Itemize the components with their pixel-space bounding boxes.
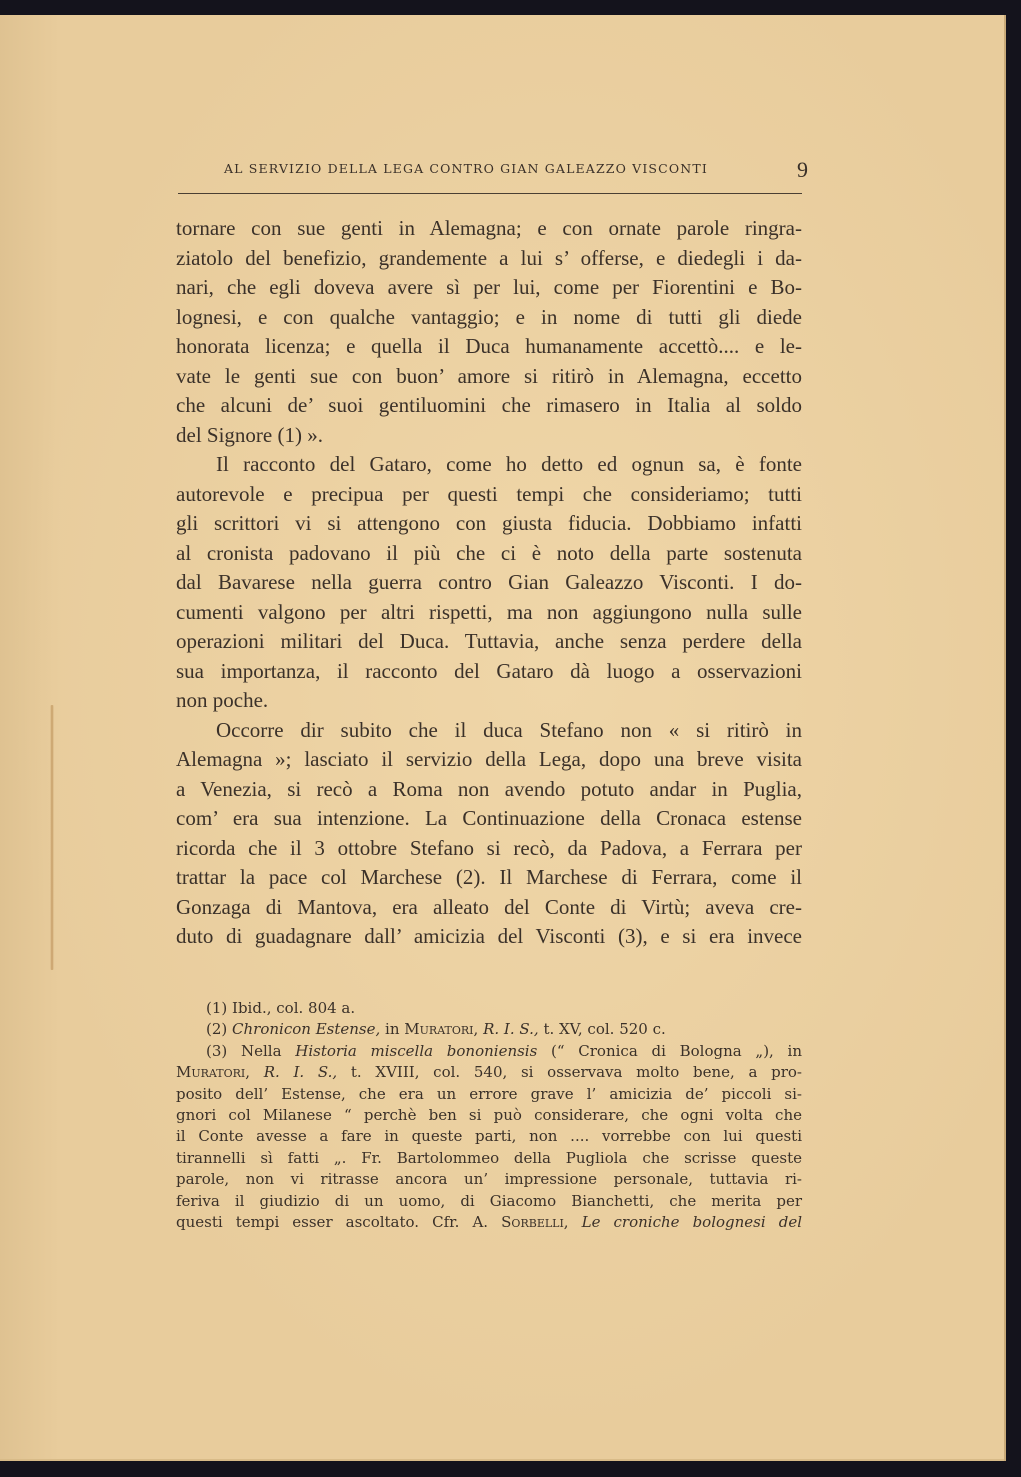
book-page	[0, 15, 1006, 1461]
text-line: ricorda che il 3 ottobre Stefano si recò, da Padova, a Ferrara per	[176, 835, 802, 860]
footnote-3-line: feriva il giudizio di un uomo, di Giacomo Bianchetti, che merita per	[176, 1191, 802, 1210]
footnote-3-line	[176, 1212, 802, 1233]
footnote-1	[176, 998, 802, 1019]
text-line: autorevole e precipua per questi tempi che consideriamo; tutti	[176, 481, 802, 506]
cited-author: Muratori,	[404, 1020, 479, 1039]
cited-title: Le croniche bolognesi del	[581, 1212, 802, 1231]
text-line: tornare con sue genti in Alemagna; e con ornate parole ringra-	[176, 216, 802, 240]
footnote-3-line	[176, 1062, 802, 1083]
body-text	[176, 214, 802, 952]
text-line: a Venezia, si recò a Roma non avendo potuto andar in Puglia,	[176, 776, 802, 801]
footnote-text: Nella	[240, 1041, 282, 1060]
text-line: dal Bavarese nella guerra contro Gian Galeazzo Visconti. I do-	[176, 570, 802, 594]
cited-author: Muratori,	[176, 1063, 251, 1082]
footnote-text: questi tempi esser ascoltato. Cfr. A.	[176, 1212, 489, 1231]
page-header	[178, 146, 808, 186]
text-line: al cronista padovano il più che ci è noto della parte sostenuta	[176, 540, 802, 565]
text-line: ziatolo del benefizio, grandemente a lui s’ offerse, e diedegli i da-	[176, 245, 802, 270]
cited-title: Chronicon Estense,	[232, 1020, 381, 1039]
cited-series: R. I. S.,	[263, 1063, 338, 1082]
cited-author: Sorbelli,	[501, 1212, 569, 1231]
text-line: operazioni militari del Duca. Tuttavia, anche senza perdere della	[176, 629, 802, 653]
footnotes	[176, 998, 802, 1233]
text-line: Il racconto del Gataro, come ho detto ed ognun sa, è fonte	[216, 452, 802, 476]
page-number: 9	[797, 157, 808, 182]
footnote-text: Ibid., col. 804 a.	[232, 999, 356, 1017]
footnote-mark: (1)	[206, 999, 228, 1017]
footnote-3	[176, 1041, 802, 1062]
footnote-3-line: gnori col Milanese “ perchè ben si può considerare, che ogni volta che	[176, 1105, 802, 1124]
text-line: com’ era sua intenzione. La Continuazione della Cronaca estense	[176, 806, 802, 830]
text-line: lognesi, e con qualche vantaggio; e in nome di tutti gli diede	[176, 304, 802, 329]
text-line: cumenti valgono per altri rispetti, ma non aggiungono nulla sulle	[176, 599, 802, 624]
text-line: non poche.	[176, 688, 269, 712]
running-title: AL SERVIZIO DELLA LEGA CONTRO GIAN GALEAZZO VISCONTI	[224, 161, 708, 176]
text-line: sua importanza, il racconto del Gataro dà luogo a osservazioni	[176, 658, 802, 683]
footnote-text: t. XVIII, col. 540, si osservava molto bene, a pro-	[350, 1063, 803, 1082]
text-line: Gonzaga di Mantova, era alleato del Conte di Virtù; aveva cre-	[176, 894, 802, 919]
footnote-mark: (3)	[206, 1041, 228, 1060]
text-line: nari, che egli doveva avere sì per lui, come per Fiorentini e Bo-	[176, 275, 802, 299]
footnote-text: (“ Cronica di Bologna „), in	[551, 1041, 802, 1060]
cited-title: Historia miscella bononiensis	[295, 1041, 538, 1060]
text-line: Alemagna »; lasciato il servizio della Lega, dopo una breve visita	[176, 747, 802, 771]
footnote-3-line: tirannelli sì fatti „. Fr. Bartolommeo della Pugliola che scrisse queste	[176, 1148, 802, 1167]
footnote-mark: (2)	[206, 1020, 228, 1039]
text-line: del Signore (1) ».	[176, 422, 323, 447]
binding-stain	[50, 705, 54, 970]
footnote-3-line: posito dell’ Estense, che era un errore grave l’ amicizia de’ piccoli si-	[176, 1084, 802, 1103]
text-line: che alcuni de’ suoi gentiluomini che rimasero in Italia al soldo	[176, 393, 802, 417]
footnote-text: in	[385, 1020, 400, 1039]
text-line: Occorre dir subito che il duca Stefano non « si ritirò in	[216, 717, 802, 742]
header-rule	[178, 193, 802, 194]
text-line: duto di guadagnare dall’ amicizia del Visconti (3), e si era invece	[176, 924, 802, 948]
footnote-text: t. XV, col. 520 c.	[543, 1020, 666, 1039]
footnote-3-line: il Conte avesse a fare in queste parti, non .... vorrebbe con lui questi	[176, 1127, 802, 1146]
footnote-2	[176, 1019, 802, 1040]
cited-series: R. I. S.,	[483, 1020, 539, 1039]
footnote-3-line: parole, non vi ritrasse ancora un’ impressione personale, tuttavia ri-	[176, 1170, 802, 1189]
text-line: honorata licenza; e quella il Duca humanamente accettò.... e le-	[176, 334, 802, 358]
text-line: gli scrittori vi si attengono con giusta fiducia. Dobbiamo infatti	[176, 511, 802, 535]
text-line: vate le genti sue con buon’ amore si ritirò in Alemagna, eccetto	[176, 363, 802, 388]
text-line: trattar la pace col Marchese (2). Il Marchese di Ferrara, come il	[176, 865, 802, 889]
